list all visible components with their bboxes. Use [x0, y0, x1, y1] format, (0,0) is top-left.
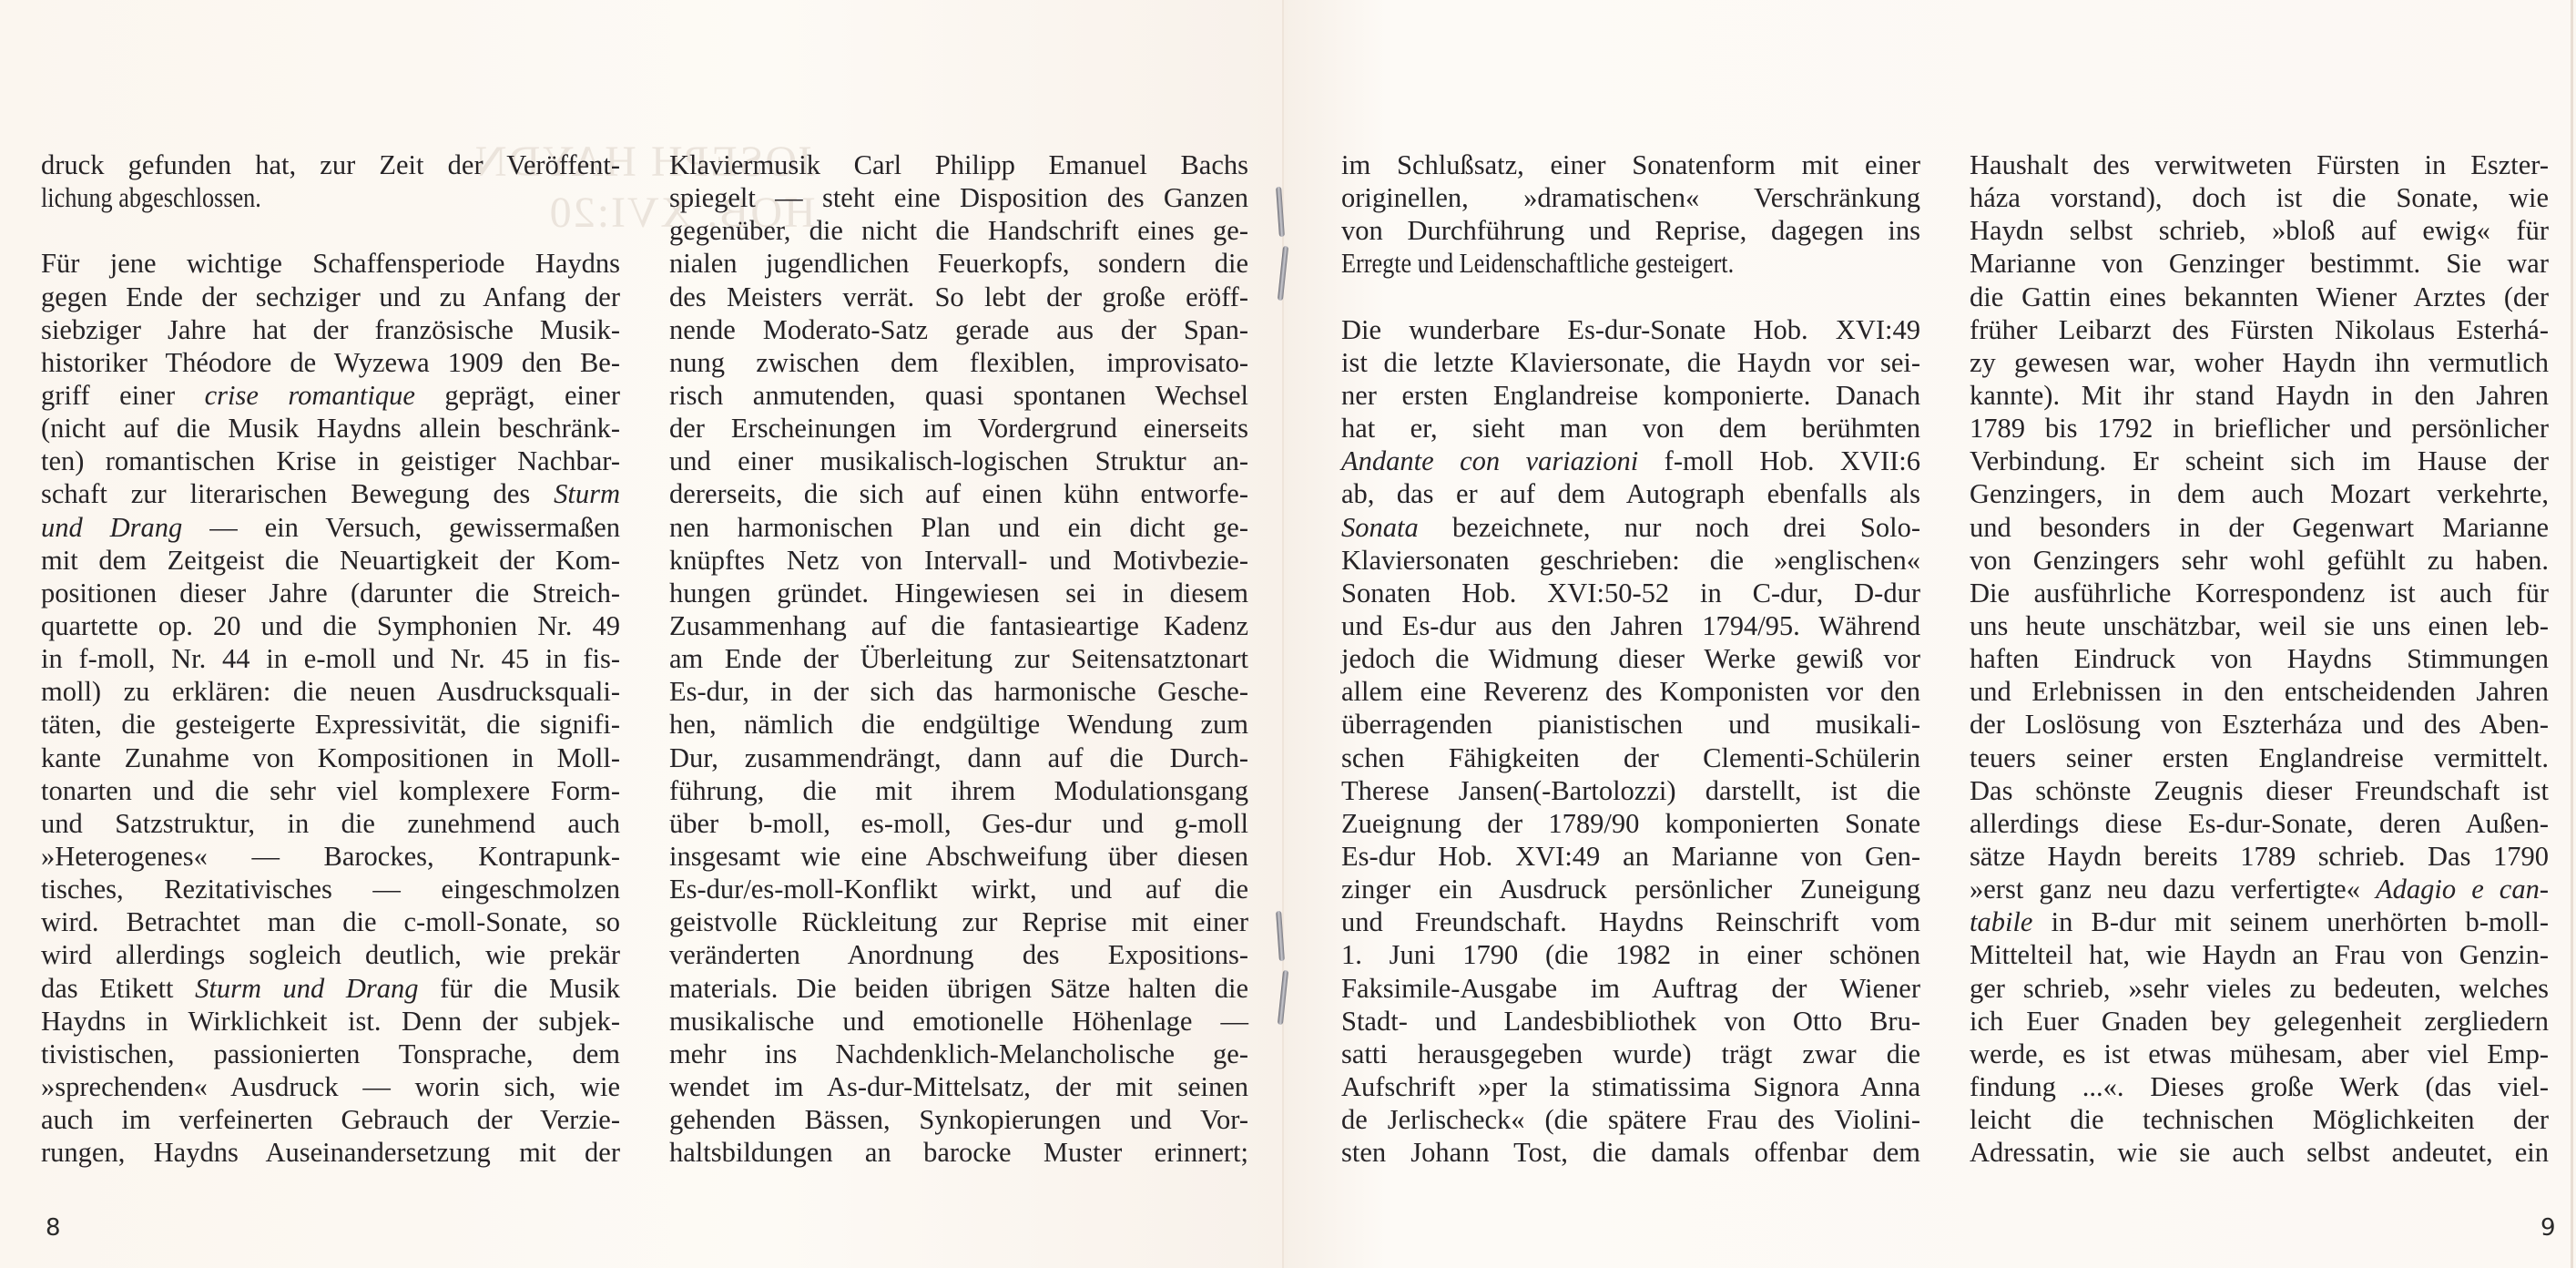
line-text: knüpftes Netz von Intervall- und Motivbezie- — [669, 544, 1248, 576]
text-line — [1970, 412, 2549, 445]
text-line — [669, 412, 1248, 445]
line-text: (nicht auf die Musik Haydns allein beschränk- — [41, 413, 620, 445]
line-text: schen Fähigkeiten der Clementi-Schülerin — [1341, 741, 1920, 773]
text-line — [1341, 313, 1920, 346]
line-text: Erregte und Leidenschaftliche gesteigert. — [1341, 248, 1735, 280]
text-line — [1970, 214, 2549, 247]
line-text: quartette op. 20 und die Symphonien Nr. 49 — [41, 609, 620, 641]
text-line — [1970, 477, 2549, 510]
line-text: leicht die technischen Möglichkeiten der — [1970, 1104, 2549, 1136]
line-text: die Gattin eines bekannten Wiener Arztes (der — [1970, 281, 2549, 312]
text-line — [1341, 346, 1920, 379]
gutter-fold — [1282, 0, 1284, 1268]
line-text: griff einer — [41, 379, 205, 411]
text-line — [1970, 840, 2549, 873]
text-line — [669, 181, 1248, 214]
text-line — [1970, 1038, 2549, 1070]
line-text: tisches, Rezitativisches — eingeschmolzen — [41, 874, 620, 905]
text-line — [1970, 1070, 2549, 1103]
line-text: der Erscheinungen im Vordergrund einerseits — [669, 413, 1248, 445]
text-line — [41, 675, 620, 708]
line-text: Faksimile-Ausgabe im Auftrag der Wiener — [1341, 972, 1920, 1004]
text-line — [1341, 412, 1920, 445]
line-text: háza vorstand), doch ist die Sonate, wie — [1970, 182, 2549, 214]
text-line — [1970, 281, 2549, 313]
line-text: mehr ins Nachdenklich-Melancholische ge- — [669, 1038, 1248, 1069]
text-line — [1341, 741, 1920, 774]
line-text: im Schlußsatz, einer Sonatenform mit einer — [1341, 149, 1920, 180]
page-edge — [2571, 0, 2573, 1268]
line-text: Dur, zusammendrängt, dann auf die Durch- — [669, 741, 1248, 773]
line-text: ger schrieb, »sehr vieles zu bedeuten, welches — [1970, 972, 2549, 1004]
text-line — [669, 807, 1248, 840]
line-text: nen harmonischen Plan und ein dicht ge- — [669, 511, 1248, 543]
line-text: hungen gründet. Hingewiesen sei in diesem — [669, 577, 1248, 608]
line-text: »erst ganz neu dazu verfertigte« — [1970, 874, 2377, 905]
text-line — [41, 1005, 620, 1038]
text-line — [1970, 1103, 2549, 1136]
line-text: »Heterogenes« — Barockes, Kontrapunk- — [41, 840, 620, 872]
text-line — [669, 148, 1248, 181]
line-text: wird allerdings sogleich deutlich, wie prekär — [41, 939, 620, 971]
text-line — [669, 774, 1248, 807]
line-text: über b-moll, es-moll, Ges-dur und g-moll — [669, 807, 1248, 839]
text-line — [1341, 544, 1920, 577]
text-line — [1341, 1070, 1920, 1103]
line-text: Es-dur/es-moll-Konflikt wirkt, und auf die — [669, 874, 1248, 905]
text-line — [669, 346, 1248, 379]
text-line — [41, 1038, 620, 1070]
text-line — [41, 412, 620, 445]
text-line — [41, 708, 620, 741]
text-line — [1341, 642, 1920, 675]
text-line — [41, 379, 620, 412]
line-text: Das schönste Zeugnis dieser Freundschaft ist — [1970, 774, 2549, 806]
line-text: nende Moderato-Satz gerade aus der Span- — [669, 313, 1248, 345]
italic-text: Adagio e can- — [2376, 874, 2549, 905]
text-line — [41, 313, 620, 346]
line-text: lichung abgeschlossen. — [41, 182, 261, 214]
line-text: dererseits, die sich auf einen kühn entworfe- — [669, 478, 1248, 510]
line-text: — ein Versuch, gewissermaßen — [182, 511, 620, 543]
line-text: der Loslösung von Eszterháza und des Aben- — [1970, 709, 2549, 741]
line-text: überragenden pianistischen und musikali- — [1341, 709, 1920, 741]
text-line — [41, 774, 620, 807]
text-line — [1970, 938, 2549, 971]
line-text: 1789 bis 1792 in brieflicher und persönlicher — [1970, 413, 2549, 445]
text-line — [1970, 807, 2549, 840]
line-text: materials. Die beiden übrigen Sätze halten die — [669, 972, 1248, 1004]
text-line — [669, 840, 1248, 873]
line-text: hen, nämlich die endgültige Wendung zum — [669, 709, 1248, 741]
line-text: Zueignung der 1789/90 komponierten Sonate — [1341, 807, 1920, 839]
text-line — [669, 1038, 1248, 1070]
text-line — [669, 938, 1248, 971]
line-text: uns heute unschätzbar, weil sie uns einen leb- — [1970, 609, 2549, 641]
italic-text: tabile — [1970, 906, 2033, 938]
line-text: tivistischen, passionierten Tonsprache, dem — [41, 1038, 620, 1069]
line-text: moll) zu erklären: die neuen Ausdrucksquali- — [41, 676, 620, 708]
line-text: früher Leibarzt des Fürsten Nikolaus Esterhá- — [1970, 313, 2549, 345]
text-line — [1341, 577, 1920, 609]
text-line — [1341, 1038, 1920, 1070]
line-text: ist die letzte Klaviersonate, die Haydn vor sei- — [1341, 346, 1920, 378]
line-text: zinger ein Ausdruck persönlicher Zuneigung — [1341, 874, 1920, 905]
ghost-line-1: JOSEPH HAYDN — [473, 138, 816, 186]
line-text: und Erlebnissen in den entscheidenden Jahren — [1970, 676, 2549, 708]
line-text: gegen Ende der sechziger und zu Anfang der — [41, 281, 620, 312]
text-line — [1970, 675, 2549, 708]
text-line — [669, 873, 1248, 905]
text-line — [1341, 905, 1920, 938]
line-text: »sprechenden« Ausdruck — worin sich, wie — [41, 1070, 620, 1102]
line-text: kannte). Mit ihr stand Haydn in den Jahren — [1970, 379, 2549, 411]
text-line — [1341, 148, 1920, 181]
text-line — [669, 379, 1248, 412]
text-line — [1970, 741, 2549, 774]
text-line — [41, 247, 620, 280]
text-line — [1341, 1103, 1920, 1136]
text-line — [41, 577, 620, 609]
line-text: ich Euer Gnaden bey gelegenheit zergliedern — [1970, 1005, 2549, 1037]
text-line — [669, 445, 1248, 477]
line-text: von Genzingers sehr wohl gefühlt zu haben. — [1970, 544, 2549, 576]
text-line — [669, 1103, 1248, 1136]
text-line — [1341, 477, 1920, 510]
line-text: historiker Théodore de Wyzewa 1909 den Be- — [41, 346, 620, 378]
text-line — [41, 477, 620, 510]
text-column-4 — [1970, 148, 2552, 1169]
text-line — [1341, 708, 1920, 741]
line-text: mit dem Zeitgeist die Neuartigkeit der Kom- — [41, 544, 620, 576]
text-line — [1341, 675, 1920, 708]
line-text: werde, es ist etwas mühesam, aber viel Emp- — [1970, 1038, 2549, 1069]
line-text: f-moll Hob. XVII:6 — [1638, 445, 1920, 477]
line-text: Für jene wichtige Schaffensperiode Haydns — [41, 248, 620, 280]
italic-text: Andante con variazioni — [1341, 445, 1639, 477]
text-line — [669, 577, 1248, 609]
line-text: gegenüber, die nicht die Handschrift eines ge- — [669, 215, 1248, 247]
text-line — [1970, 708, 2549, 741]
text-line — [1970, 445, 2549, 477]
page-number-right: 9 — [2540, 1214, 2556, 1242]
italic-text: Sturm und Drang — [195, 972, 419, 1004]
line-text: jedoch die Widmung dieser Werke gewiß vor — [1341, 643, 1920, 675]
text-line — [669, 511, 1248, 544]
line-text: und besonders in der Gegenwart Marianne — [1970, 511, 2549, 543]
line-text: Aufschrift »per la stimatissima Signora Anna — [1341, 1070, 1920, 1102]
text-line — [669, 972, 1248, 1005]
line-text: in f-moll, Nr. 44 in e-moll und Nr. 45 in fis- — [41, 643, 620, 675]
line-text: das Etikett — [41, 972, 196, 1004]
line-text: Mittelteil hat, wie Haydn an Frau von Genzin- — [1970, 939, 2549, 971]
line-text: und Freundschaft. Haydns Reinschrift vom — [1341, 906, 1920, 938]
text-line — [1341, 181, 1920, 214]
line-text: sten Johann Tost, die damals offenbar dem — [1341, 1137, 1920, 1169]
text-line — [1970, 1005, 2549, 1038]
text-line — [1970, 511, 2549, 544]
ghost-line-2: HOB. XVI:20 — [547, 189, 816, 237]
text-line — [1341, 938, 1920, 971]
text-line — [1341, 511, 1920, 544]
paragraph-break — [1341, 281, 1924, 313]
line-text: und Satzstruktur, in die zunehmend auch — [41, 807, 620, 839]
text-line — [41, 1103, 620, 1136]
text-line — [41, 544, 620, 577]
text-line — [669, 1005, 1248, 1038]
line-text: allerdings diese Es-dur-Sonate, deren Außen- — [1970, 807, 2549, 839]
text-line — [1341, 247, 1734, 280]
line-text: und Es-dur aus den Jahren 1794/95. Während — [1341, 609, 1920, 641]
line-text: gehenden Bässen, Synkopierungen und Vor- — [669, 1104, 1248, 1136]
text-line — [1970, 379, 2549, 412]
line-text: tonarten und die sehr viel komplexere Form- — [41, 774, 620, 806]
line-text: Die ausführliche Korrespondenz ist auch für — [1970, 577, 2549, 608]
text-line — [1341, 807, 1920, 840]
line-text: schaft zur literarischen Bewegung des — [41, 478, 555, 510]
line-text: Klaviersonaten geschrieben: die »englischen« — [1341, 544, 1920, 576]
text-line — [1341, 774, 1920, 807]
line-text: sätze Haydn bereits 1789 schrieb. Das 1790 — [1970, 840, 2549, 872]
italic-text: Sturm — [554, 478, 620, 510]
line-text: de Jerlischeck« (die spätere Frau des Violini- — [1341, 1104, 1920, 1136]
line-text: hat er, sieht man von dem berühmten — [1341, 413, 1920, 445]
line-text: Verbindung. Er scheint sich im Hause der — [1970, 445, 2549, 477]
text-line — [41, 1136, 620, 1169]
line-text: nialen jugendlichen Feuerkopfs, sondern die — [669, 248, 1248, 280]
line-text: spiegelt — steht eine Disposition des Ganzen — [669, 182, 1248, 214]
line-text: Genzingers, in dem auch Mozart verkehrte, — [1970, 478, 2549, 510]
text-line — [41, 148, 620, 181]
line-text: teuers seiner ersten Englandreise vermittelt. — [1970, 741, 2549, 773]
line-text: auch im verfeinerten Gebrauch der Verzie- — [41, 1104, 620, 1136]
text-line — [1341, 609, 1920, 642]
text-line — [1970, 346, 2549, 379]
text-line — [669, 741, 1248, 774]
line-text: findung ...«. Dieses große Werk (das viel- — [1970, 1070, 2549, 1102]
italic-text: crise romantique — [204, 379, 415, 411]
text-line — [41, 642, 620, 675]
line-text: ab, das er auf dem Autograph ebenfalls als — [1341, 478, 1920, 510]
line-text: führung, die mit ihrem Modulationsgang — [669, 774, 1248, 806]
italic-text: Sonata — [1341, 511, 1419, 543]
text-line — [41, 972, 620, 1005]
line-text: Sonaten Hob. XVI:50-52 in C-dur, D-dur — [1341, 577, 1920, 608]
text-line — [41, 873, 620, 905]
text-line — [41, 511, 620, 544]
text-line — [41, 346, 620, 379]
text-line — [41, 741, 620, 774]
text-line — [1341, 1136, 1920, 1169]
text-line — [1970, 642, 2549, 675]
text-line — [41, 938, 620, 971]
line-text: satti herausgegeben wurde) trägt zwar die — [1341, 1038, 1920, 1069]
italic-text: und Drang — [41, 511, 183, 543]
line-text: haltsbildungen an barocke Muster erinnert; — [669, 1137, 1248, 1169]
page-number-left: 8 — [46, 1214, 61, 1242]
line-text: siebziger Jahre hat der französische Musik- — [41, 313, 620, 345]
line-text: täten, die gesteigerte Expressivität, die signifi- — [41, 709, 620, 741]
text-line — [1970, 544, 2549, 577]
line-text: in B-dur mit seinem unerhörten b-moll- — [2032, 906, 2549, 938]
text-line — [669, 609, 1248, 642]
line-text: Die wunderbare Es-dur-Sonate Hob. XVI:49 — [1341, 313, 1920, 345]
line-text: ten) romantischen Krise in geistiger Nachbar- — [41, 445, 620, 477]
text-line — [669, 281, 1248, 313]
line-text: originellen, »dramatischen« Verschränkung — [1341, 182, 1920, 214]
text-line — [669, 313, 1248, 346]
text-line — [1970, 1136, 2549, 1169]
line-text: Haydn selbst schrieb, »bloß auf ewig« für — [1970, 215, 2549, 247]
line-text: rungen, Haydns Auseinandersetzung mit der — [41, 1137, 620, 1169]
text-column-1 — [41, 148, 624, 1169]
text-line — [41, 609, 620, 642]
line-text: Es-dur, in der sich das harmonische Gesche- — [669, 676, 1248, 708]
text-column-3 — [1341, 148, 1924, 1169]
text-line — [41, 905, 620, 938]
text-line — [1970, 972, 2549, 1005]
text-line — [1341, 972, 1920, 1005]
text-line — [1341, 840, 1920, 873]
text-line — [41, 840, 620, 873]
line-text: 1. Juni 1790 (die 1982 in einer schönen — [1341, 939, 1920, 971]
line-text: geistvolle Rückleitung zur Reprise mit einer — [669, 906, 1248, 938]
text-line — [669, 1136, 1248, 1169]
line-text: risch anmutenden, quasi spontanen Wechsel — [669, 379, 1248, 411]
line-text: insgesamt wie eine Abschweifung über diesen — [669, 840, 1248, 872]
line-text: Adressatin, wie sie auch selbst andeutet, ein — [1970, 1137, 2549, 1169]
line-text: nung zwischen dem flexiblen, improvisato- — [669, 346, 1248, 378]
line-text: Zusammenhang auf die fantasieartige Kadenz — [669, 609, 1248, 641]
line-text: Es-dur Hob. XVI:49 an Marianne von Gen- — [1341, 840, 1920, 872]
text-line — [1341, 445, 1920, 477]
text-line — [669, 544, 1248, 577]
text-line — [1970, 905, 2549, 938]
line-text: Haushalt des verwitweten Fürsten in Eszter- — [1970, 149, 2549, 180]
text-line — [669, 1070, 1248, 1103]
paragraph-break — [41, 214, 624, 247]
text-line — [669, 642, 1248, 675]
text-line — [1341, 214, 1920, 247]
text-line — [1970, 774, 2549, 807]
line-text: allem eine Reverenz des Komponisten vor den — [1341, 676, 1920, 708]
line-text: Marianne von Genzinger bestimmt. Sie war — [1970, 248, 2549, 280]
text-line — [1970, 609, 2549, 642]
line-text: bezeichnete, nur noch drei Solo- — [1418, 511, 1920, 543]
line-text: Haydns in Wirklichkeit ist. Denn der subjek- — [41, 1005, 620, 1037]
text-line — [669, 247, 1248, 280]
text-line — [1970, 313, 2549, 346]
text-line — [669, 214, 1248, 247]
line-text: Klaviermusik Carl Philipp Emanuel Bachs — [669, 149, 1248, 180]
line-text: positionen dieser Jahre (darunter die Streich- — [41, 577, 620, 608]
text-line — [1341, 873, 1920, 905]
text-line — [1970, 247, 2549, 280]
line-text: haften Eindruck von Haydns Stimmungen — [1970, 643, 2549, 675]
line-text: musikalische und emotionelle Höhenlage — — [669, 1005, 1248, 1037]
line-text: von Durchführung und Reprise, dagegen ins — [1341, 215, 1920, 247]
text-line — [1341, 1005, 1920, 1038]
text-line — [41, 445, 620, 477]
line-text: wird. Betrachtet man die c-moll-Sonate, so — [41, 906, 620, 938]
text-line — [41, 1070, 620, 1103]
line-text: für die Musik — [418, 972, 620, 1004]
text-line — [669, 675, 1248, 708]
text-column-2 — [669, 148, 1252, 1169]
text-line — [1970, 181, 2549, 214]
text-line — [41, 807, 620, 840]
line-text: Therese Jansen(-Bartolozzi) darstellt, ist die — [1341, 774, 1920, 806]
text-line — [1970, 148, 2549, 181]
line-text: ner ersten Englandreise komponierte. Danach — [1341, 379, 1920, 411]
text-line — [669, 477, 1248, 510]
line-text: druck gefunden hat, zur Zeit der Veröffent- — [41, 149, 620, 180]
text-line — [669, 905, 1248, 938]
line-text: des Meisters verrät. So lebt der große eröff- — [669, 281, 1248, 312]
text-line — [1970, 873, 2549, 905]
text-line — [1970, 577, 2549, 609]
text-line — [669, 708, 1248, 741]
line-text: kante Zunahme von Kompositionen in Moll- — [41, 741, 620, 773]
line-text: und einer musikalisch-logischen Struktur an- — [669, 445, 1248, 477]
line-text: geprägt, einer — [414, 379, 620, 411]
line-text: Stadt- und Landesbibliothek von Otto Bru- — [1341, 1005, 1920, 1037]
text-line — [41, 181, 261, 214]
line-text: veränderten Anordnung des Expositions- — [669, 939, 1248, 971]
line-text: wendet im As-dur-Mittelsatz, der mit seinen — [669, 1070, 1248, 1102]
text-line — [1341, 379, 1920, 412]
text-line — [41, 281, 620, 313]
line-text: zy gewesen war, woher Haydn ihn vermutlich — [1970, 346, 2549, 378]
line-text: am Ende der Überleitung zur Seitensatztonart — [669, 643, 1248, 675]
